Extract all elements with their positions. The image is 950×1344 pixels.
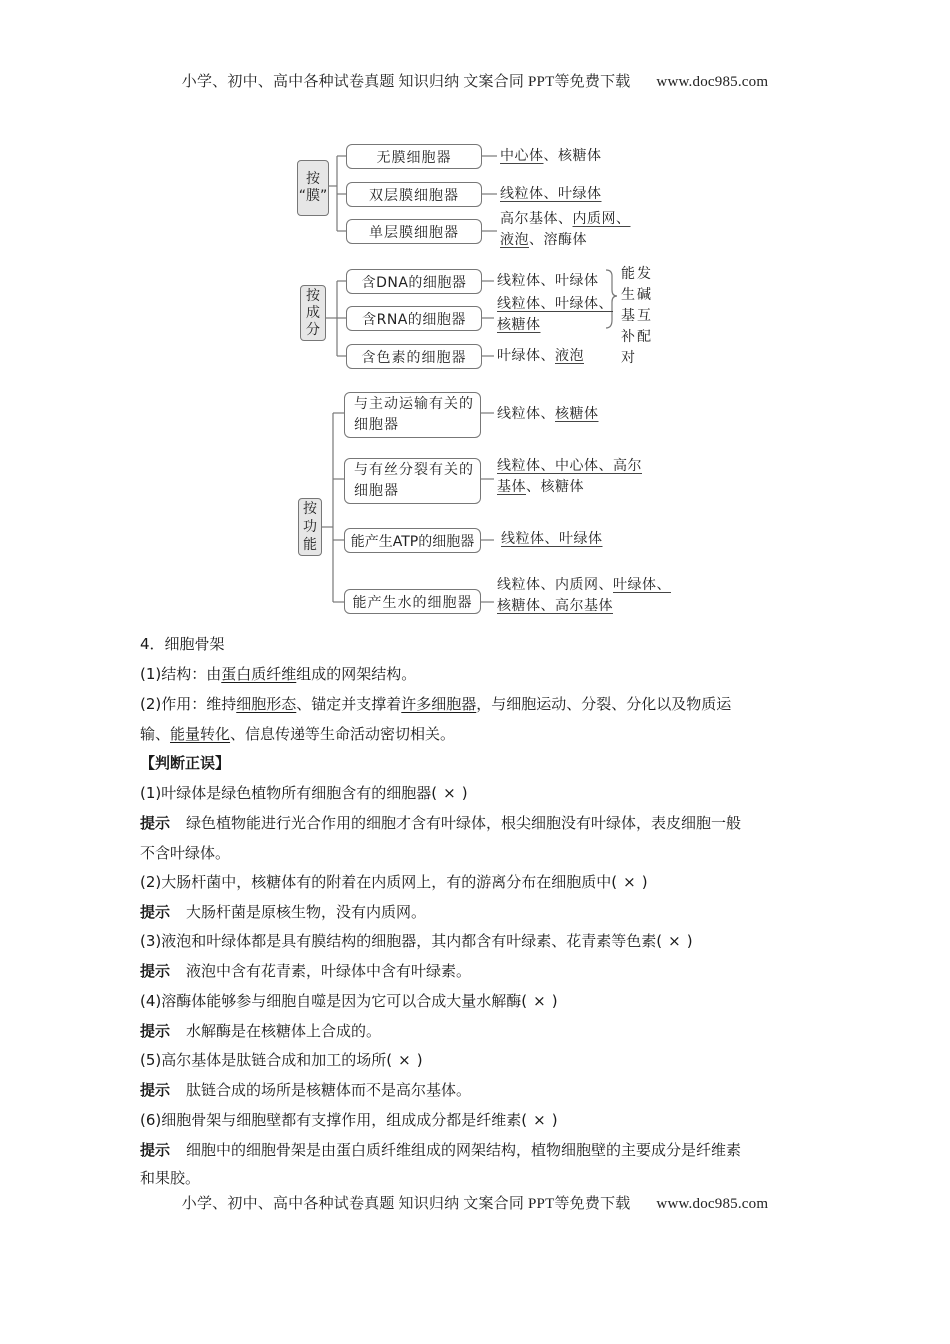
underlined-text: 细胞形态 [236, 695, 297, 713]
node-contains-dna: 含DNA的细胞器 [346, 269, 482, 294]
category-by-function [298, 498, 322, 556]
leaf-text: 、核糖体 [526, 479, 584, 495]
footer-site: www.doc985.com [656, 1196, 769, 1212]
node-line: 细胞器 [354, 417, 399, 433]
text: ，与细胞运动、分裂、分化以及物质运 [476, 695, 732, 713]
cross-mark-icon: × [623, 873, 636, 891]
text: ) [416, 1051, 423, 1069]
note-line: 能发 [621, 266, 653, 282]
node-line: 与主动运输有关的 [354, 396, 474, 412]
leaf-contains-pigment [497, 346, 584, 367]
footer-text: 小学、初中、高中各种试卷真题 知识归纳 文案合同 PPT等免费下载 [181, 1196, 631, 1212]
hint-text: 大肠杆菌是原核生物，没有内质网。 [186, 903, 427, 921]
category-by-membrane [297, 160, 329, 216]
leaf-text: 线粒体、叶绿体 [501, 531, 603, 547]
text: ) [551, 992, 558, 1010]
statement-text: (3)液泡和叶绿体都是具有膜结构的细胞器，其内都含有叶绿素、花青素等色素( [140, 932, 663, 950]
node-water: 能产生水的细胞器 [344, 589, 481, 614]
header-site: www.doc985.com [656, 74, 769, 90]
leaf-text: 线粒体、叶绿体 [497, 273, 599, 289]
node-atp: 能产生ATP的细胞器 [344, 528, 481, 553]
leaf-text: 内质网、 [572, 211, 631, 227]
text: ) [641, 873, 648, 891]
function-line-2 [140, 724, 820, 744]
text: 输、 [140, 725, 171, 743]
leaf-text: 中心体 [500, 148, 544, 164]
judge-statement-5 [140, 1050, 820, 1070]
judge-statement-2 [140, 872, 820, 892]
judge-hint-4 [140, 1021, 820, 1041]
statement-text: (5)高尔基体是肽链合成和加工的场所( [140, 1051, 393, 1069]
leaf-text: 核糖体 [497, 317, 541, 333]
leaf-text: 叶绿体、 [497, 348, 555, 364]
leaf-double-membrane [500, 184, 602, 205]
node-contains-pigment: 含色素的细胞器 [346, 344, 482, 369]
node-no-membrane: 无膜细胞器 [346, 144, 482, 169]
judge-statement-3 [140, 931, 820, 951]
judge-hint-6 [140, 1140, 820, 1160]
category-line: 功 [303, 519, 317, 535]
leaf-text: 线粒体、 [497, 406, 555, 422]
category-line: 按 [306, 171, 320, 187]
leaf-text: 线粒体、中心体、高尔 [497, 458, 642, 474]
hint-text: 细胞中的细胞骨架是由蛋白质纤维组成的网架结构，植物细胞壁的主要成分是纤维素 [186, 1141, 742, 1159]
underlined-text: 能量转化 [170, 725, 231, 743]
node-line: 细胞器 [354, 483, 399, 499]
judge-hint-3 [140, 961, 820, 981]
leaf-text: 线粒体、叶绿体、 [497, 296, 613, 312]
cross-mark-icon: × [398, 1051, 411, 1069]
category-by-composition [300, 285, 326, 341]
text: 组成的网架结构。 [296, 665, 417, 683]
judge-hint-5 [140, 1080, 820, 1100]
hint-text: 肽链合成的场所是核糖体而不是高尔基体。 [186, 1081, 472, 1099]
text: ) [461, 784, 468, 802]
cross-mark-icon: × [668, 932, 681, 950]
text: ) [551, 1111, 558, 1129]
cross-mark-icon: × [533, 992, 546, 1010]
statement-text: (2)大肠杆菌中，核糖体有的附着在内质网上，有的游离分布在细胞质中( [140, 873, 618, 891]
underlined-text: 蛋白质纤维 [221, 665, 297, 683]
judge-hint-6-cont: 和果胶。 [140, 1169, 201, 1187]
function-line-1 [140, 694, 820, 714]
judge-hint-2 [140, 902, 820, 922]
judge-title: 【判断正误】 [140, 754, 231, 772]
structure-line [140, 664, 820, 684]
node-mitosis [344, 458, 481, 504]
leaf-text: 、溶酶体 [529, 232, 587, 248]
cross-mark-icon: × [533, 1111, 546, 1129]
leaf-no-membrane [500, 146, 602, 167]
statement-text: (1)叶绿体是绿色植物所有细胞含有的细胞器( [140, 784, 438, 802]
base-pairing-note [621, 264, 655, 369]
statement-text: (4)溶酶体能够参与细胞自噬是因为它可以合成大量水解酶( [140, 992, 528, 1010]
category-line: 按 [303, 501, 317, 517]
hint-text: 绿色植物能进行光合作用的细胞才含有叶绿体，根尖细胞没有叶绿体，表皮细胞一般 [186, 814, 742, 832]
category-line: 成 [306, 304, 320, 321]
judge-statement-4 [140, 991, 820, 1011]
node-line: 与有丝分裂有关的 [354, 462, 474, 478]
hint-text: 液泡中含有花青素，叶绿体中含有叶绿素。 [186, 962, 472, 980]
statement-text: (6)细胞骨架与细胞壁都有支撑作用，组成成分都是纤维素( [140, 1111, 528, 1129]
page-footer [0, 1192, 950, 1213]
category-line: “膜” [298, 188, 328, 204]
node-contains-rna: 含RNA的细胞器 [346, 306, 482, 331]
text: (2)作用：维持 [140, 695, 237, 713]
section-title: 4．细胞骨架 [140, 635, 225, 653]
text: 、信息传递等生命活动密切相关。 [230, 725, 456, 743]
judge-hint-1-cont: 不含叶绿体。 [140, 844, 231, 862]
judge-hint-1 [140, 813, 820, 833]
header-text: 小学、初中、高中各种试卷真题 知识归纳 文案合同 PPT等免费下载 [181, 74, 631, 90]
hint-label: 提示 [140, 1141, 171, 1159]
leaf-text: 线粒体、内质网、 [497, 577, 613, 593]
leaf-text: 核糖体 [555, 406, 599, 422]
leaf-text: 线粒体、叶绿体 [500, 186, 602, 202]
leaf-mitosis [497, 456, 642, 498]
note-line: 生碱 [621, 287, 653, 303]
leaf-active-transport [497, 404, 599, 425]
note-line: 对 [621, 350, 637, 366]
leaf-contains-dna [497, 271, 599, 292]
leaf-text: 液泡 [555, 348, 584, 364]
category-line: 按 [306, 287, 320, 304]
hint-label: 提示 [140, 903, 171, 921]
cross-mark-icon: × [443, 784, 456, 802]
hint-label: 提示 [140, 962, 171, 980]
text: (1)结构：由 [140, 665, 222, 683]
note-line: 补配 [621, 329, 653, 345]
leaf-text: 核糖体、高尔基体 [497, 598, 613, 614]
node-active-transport [344, 392, 481, 438]
category-line: 分 [306, 321, 320, 338]
node-double-membrane: 双层膜细胞器 [346, 182, 482, 207]
category-line: 能 [303, 537, 317, 553]
leaf-atp [501, 529, 603, 550]
hint-label: 提示 [140, 814, 171, 832]
text: 、锚定并支撑着 [296, 695, 402, 713]
judge-statement-1 [140, 783, 820, 803]
leaf-text: 高尔基体、 [500, 211, 573, 227]
node-single-membrane: 单层膜细胞器 [346, 219, 482, 244]
hint-label: 提示 [140, 1022, 171, 1040]
underlined-text: 许多细胞器 [401, 695, 477, 713]
leaf-text: 、核糖体 [543, 148, 602, 164]
leaf-text: 液泡 [500, 232, 529, 248]
organelle-classification-diagram [0, 0, 950, 630]
leaf-water [497, 575, 671, 617]
leaf-contains-rna [497, 294, 613, 336]
note-line: 基互 [621, 308, 653, 324]
hint-text: 水解酶是在核糖体上合成的。 [186, 1022, 382, 1040]
text: ) [686, 932, 693, 950]
leaf-single-membrane [500, 209, 631, 251]
hint-label: 提示 [140, 1081, 171, 1099]
leaf-text: 叶绿体、 [613, 577, 671, 593]
judge-statement-6 [140, 1110, 820, 1130]
leaf-text: 基体 [497, 479, 526, 495]
